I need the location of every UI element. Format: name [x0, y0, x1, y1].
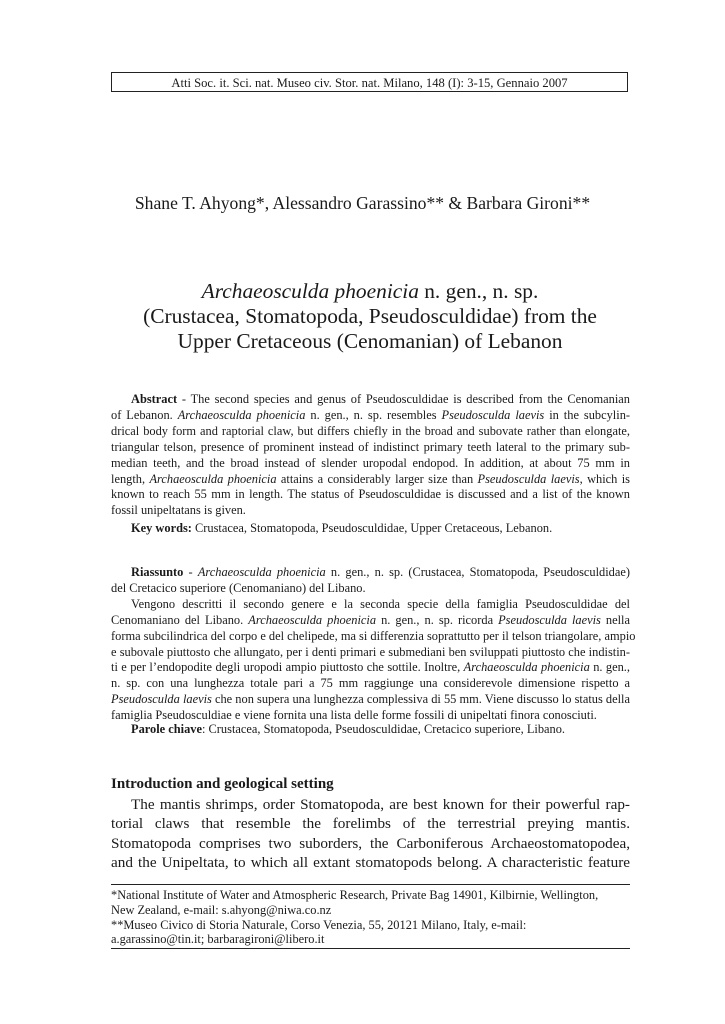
abstract-line: fossil unipeltatans is given. [111, 503, 246, 518]
abstract-line: triangular telson, presence of prominent instead of indistinct primary teeth lateral to the primary sub- [111, 439, 630, 454]
abstract-line [111, 392, 630, 408]
footnote-line: *National Institute of Water and Atmospheric Research, Private Bag 14901, Kilbirnie, Wellington, [111, 888, 599, 902]
introduction-line: The mantis shrimps, order Stomatopoda, are best known for their powerful rap- [131, 796, 630, 813]
italic-taxon-name: Pseudosculda laevis [441, 407, 545, 422]
italic-taxon-name: Archaeosculda phoenicia [248, 612, 377, 627]
riassunto-line: e subovale piuttosto che allungato, per i denti primari e submediani ben sviluppati piuttosto che indistin- [111, 644, 630, 659]
footnote-line: New Zealand, e-mail: s.ahyong@niwa.co.nz [111, 902, 332, 917]
abstract-line: length, Archaeosculda phoenicia attains a considerably larger size than Pseudosculda laevis, which is [111, 471, 630, 486]
riassunto-line: n. sp. con una lunghezza totale pari a 75 mm raggiunge una considerevole dimensione rispetto a [111, 676, 630, 691]
author-list: Shane T. Ahyong*, Alessandro Garassino** & Barbara Gironi** [134, 193, 591, 213]
italic-taxon-name: Archaeosculda phoenicia [463, 660, 590, 675]
section-heading-introduction: Introduction and geological setting [111, 776, 334, 792]
riassunto-line-text: - Archaeosculda phoenicia n. gen., n. sp. (Crustacea, Stomatopoda, Pseudosculdidae) [183, 565, 631, 579]
italic-taxon-name: Archaeosculda phoenicia [177, 407, 306, 422]
riassunto-line: ti e per l’endopodite degli uropodi ampio piuttosto che sottile. Inoltre, Archaeosculda phoenicia n. gen., [111, 660, 631, 675]
footnote-divider-top [111, 884, 630, 885]
riassunto-line [111, 565, 630, 581]
riassunto-line: forma subcilindrica del corpo e del chelipede, ma si differenzia soprattutto per il telson triangolare, ampio [111, 628, 636, 643]
title-line-3: Upper Cretaceous (Cenomanian) of Lebanon [177, 329, 563, 353]
abstract-line: of Lebanon. Archaeosculda phoenicia n. gen., n. sp. resembles Pseudosculda laevis in the subcylin- [111, 407, 631, 422]
key-words-line [111, 521, 630, 537]
journal-citation-header [111, 72, 628, 92]
parole-chiave-line [111, 722, 630, 738]
key-words [111, 521, 630, 537]
paper-title [80, 279, 660, 354]
abstract-line: known to reach 55 mm in length. The status of Pseudosculdidae is discussed and a list of the known [111, 487, 630, 502]
riassunto-line: del Cretacico superiore (Cenomaniano) del Libano. [111, 580, 366, 595]
title-line-1 [80, 279, 660, 304]
key-words-label: Key words: [131, 521, 192, 535]
footnotes [111, 888, 630, 947]
italic-taxon-name: Archaeosculda phoenicia [149, 471, 277, 486]
abstract-line: drical body form and raptorial claw, but differs chiefly in the broad and subovate rather than elongate, [111, 423, 630, 438]
introduction-line: Stomatopoda comprises two suborders, the Carboniferous Archaeostomatopodea, [111, 834, 630, 852]
journal-citation-text: Atti Soc. it. Sci. nat. Museo civ. Stor. nat. Milano, 148 (I): 3-15, Gennaio 2007 [171, 76, 568, 90]
parole-chiave-text: : Crustacea, Stomatopoda, Pseudosculdidae, Cretacico superiore, Libano. [202, 722, 566, 736]
footnote-line: **Museo Civico di Storia Naturale, Corso Venezia, 55, 20121 Milano, Italy, e-mail: [111, 917, 527, 932]
riassunto-line: famiglia Pseudosculdiae e viene fornita una lista delle forme fossili di unipeltati finora conosciuti. [111, 708, 597, 723]
italic-taxon-name: Pseudosculda laevis [477, 471, 580, 486]
introduction-line: and the Unipeltata, to which all extant stomatopods belong. A characteristic feature [111, 853, 630, 871]
abstract-label: Abstract [131, 392, 178, 406]
parole-chiave-label: Parole chiave [131, 722, 202, 736]
abstract [111, 392, 630, 519]
italic-taxon-name: Archaeosculda phoenicia [197, 565, 326, 579]
italic-taxon-name: Pseudosculda laevis [111, 692, 212, 707]
riassunto-line: Pseudosculda laevis che non supera una lunghezza complessiva di 55 mm. Viene discusso lo status della [111, 692, 630, 707]
introduction-body [111, 795, 630, 872]
footnote-divider-bottom [111, 948, 630, 949]
title-line-1-rest: n. gen., n. sp. [418, 279, 539, 303]
riassunto [111, 565, 636, 724]
key-words-text: Crustacea, Stomatopoda, Pseudosculdidae, Upper Cretaceous, Lebanon. [191, 521, 553, 535]
title-line-2: (Crustacea, Stomatopoda, Pseudosculdidae) from the [143, 304, 597, 328]
abstract-line-text: - The second species and genus of Pseudosculdidae is described from the Cenomanian [177, 392, 630, 406]
italic-taxon-name: Pseudosculda laevis [498, 612, 601, 627]
riassunto-line: Cenomaniano del Libano. Archaeosculda phoenicia n. gen., n. sp. ricorda Pseudosculda laevis nella [111, 612, 630, 627]
title-genus-species: Archaeosculda phoenicia [201, 279, 419, 303]
riassunto-line: Vengono descritti il secondo genere e la seconda specie della famiglia Pseudosculdidae del [131, 596, 630, 611]
abstract-line: median teeth, and the broad instead of slender uropodal endopod. In addition, at about 75 mm in [111, 455, 630, 470]
footnote-line: a.garassino@tin.it; barbaragironi@libero.it [111, 932, 325, 947]
riassunto-label: Riassunto [131, 565, 184, 579]
parole-chiave [111, 722, 630, 738]
introduction-line: torial claws that resemble the forelimbs of the terrestrial preying mantis. [111, 815, 630, 833]
